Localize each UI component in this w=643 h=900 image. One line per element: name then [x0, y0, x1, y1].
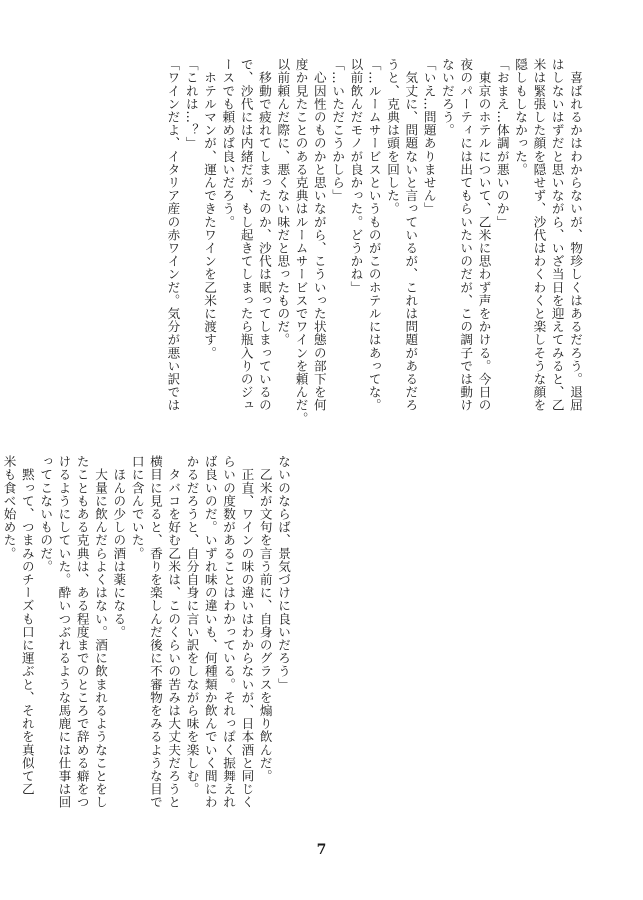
- text-line: 喜ばれるかはわからないが、物珍しくはあるだろう。退屈: [568, 58, 583, 412]
- text-line: ースでも頼めば良いだろう。: [220, 58, 236, 229]
- text-line: 大量に飲んだらよくはない。酒に飲まれるようなことをし: [93, 455, 109, 809]
- text-line: ホテルマンが、運んできたワインを乙米に渡す。: [202, 58, 218, 360]
- text-line: 黙って、つまみのチーズも口に運ぶと、それを真似て乙: [19, 455, 35, 796]
- text-line: 乙米が文句を言う前に、自身のグラスを煽り飲んだ。: [257, 455, 273, 783]
- text-line: けるようにしていた。酔いつぶれるような馬鹿には仕事は回: [56, 455, 72, 809]
- text-column-left: [1, 455, 292, 809]
- text-line: 度か見たことのある克典はルームサービスでワインを頼んだ。: [293, 58, 309, 425]
- text-line: 夜のパーティには出てもらいたいのだが、この調子では動け: [458, 58, 474, 412]
- text-line: 米も食べ始めた。: [1, 455, 17, 560]
- text-line: 「…ルームサービスというものがこのホテルにはあってな。: [366, 58, 382, 412]
- text-line: 正直、ワインの味の違いはわからないが、日本酒と同じく: [239, 455, 255, 809]
- text-line: ば良いのだ。いずれ味の違いも、何種類か飲んでいく間にわ: [202, 455, 218, 809]
- page-number: 7: [316, 842, 327, 858]
- text-line: ないのならば、景気づけに良いだろう」: [276, 455, 291, 691]
- text-line: 「いえ…問題ありません」: [421, 58, 437, 216]
- text-line: 「これは…？」: [183, 58, 199, 150]
- text-line: はしないはずだと思いながら、いざ当日を迎えてみると、乙: [549, 58, 565, 412]
- text-line: 米は緊張した顔を隠せず、沙代はわくわくと楽しそうな顔を: [531, 58, 547, 412]
- text-line: たこともある克典は、ある程度までのところで辞める癖をつ: [74, 455, 90, 809]
- text-line: 移動で疲れてしまったのか、沙代は眠ってしまっているの: [256, 58, 272, 412]
- text-line: 隠しもしなかった。: [513, 58, 529, 176]
- text-line: うと、克典は頭を回した。: [385, 58, 401, 216]
- text-line: 以前頼んだ際に、悪くない味だと思ったものだ。: [275, 58, 291, 347]
- text-line: 東京のホテルについて、乙米に思わず声をかける。今日の: [476, 58, 492, 412]
- text-column-right: [165, 58, 584, 425]
- text-line: ってこないものだ。: [38, 455, 54, 573]
- text-line: 「…いただこうかしら」: [330, 58, 346, 203]
- text-line: 以前飲んだモノが良かった。どうかね」: [348, 58, 364, 294]
- text-line: 心因性のものかと思いながら、こういった状態の部下を何: [311, 58, 327, 412]
- text-line: タバコを好む乙米は、このくらいの苦みは大丈夫だろうと: [166, 455, 182, 809]
- text-line: ないだろう。: [439, 58, 455, 137]
- text-line: 口に含んでいた。: [129, 455, 145, 560]
- text-line: らいの度数があることはわかっている。それっぽく振舞えれ: [221, 455, 237, 809]
- text-line: 「おまえ…体調が悪いのか」: [494, 58, 510, 229]
- text-line: かるだろうと、自分自身に言い訳をしながら味を楽しむ。: [184, 455, 200, 796]
- text-line: 横目に見ると、香りを楽しんだ後に不審物をみるような目で: [147, 455, 163, 809]
- text-line: 「ワインだよ、イタリア産の赤ワインだ。気分が悪い訳では: [165, 58, 181, 412]
- text-line: で、沙代には内緒だが、もし起きてしまったら瓶入りのジュ: [238, 58, 254, 412]
- text-line: ほんの少しの酒は薬になる。: [111, 455, 127, 639]
- text-line: 気丈に、問題ないと言っているが、これは問題があるだろ: [403, 58, 419, 412]
